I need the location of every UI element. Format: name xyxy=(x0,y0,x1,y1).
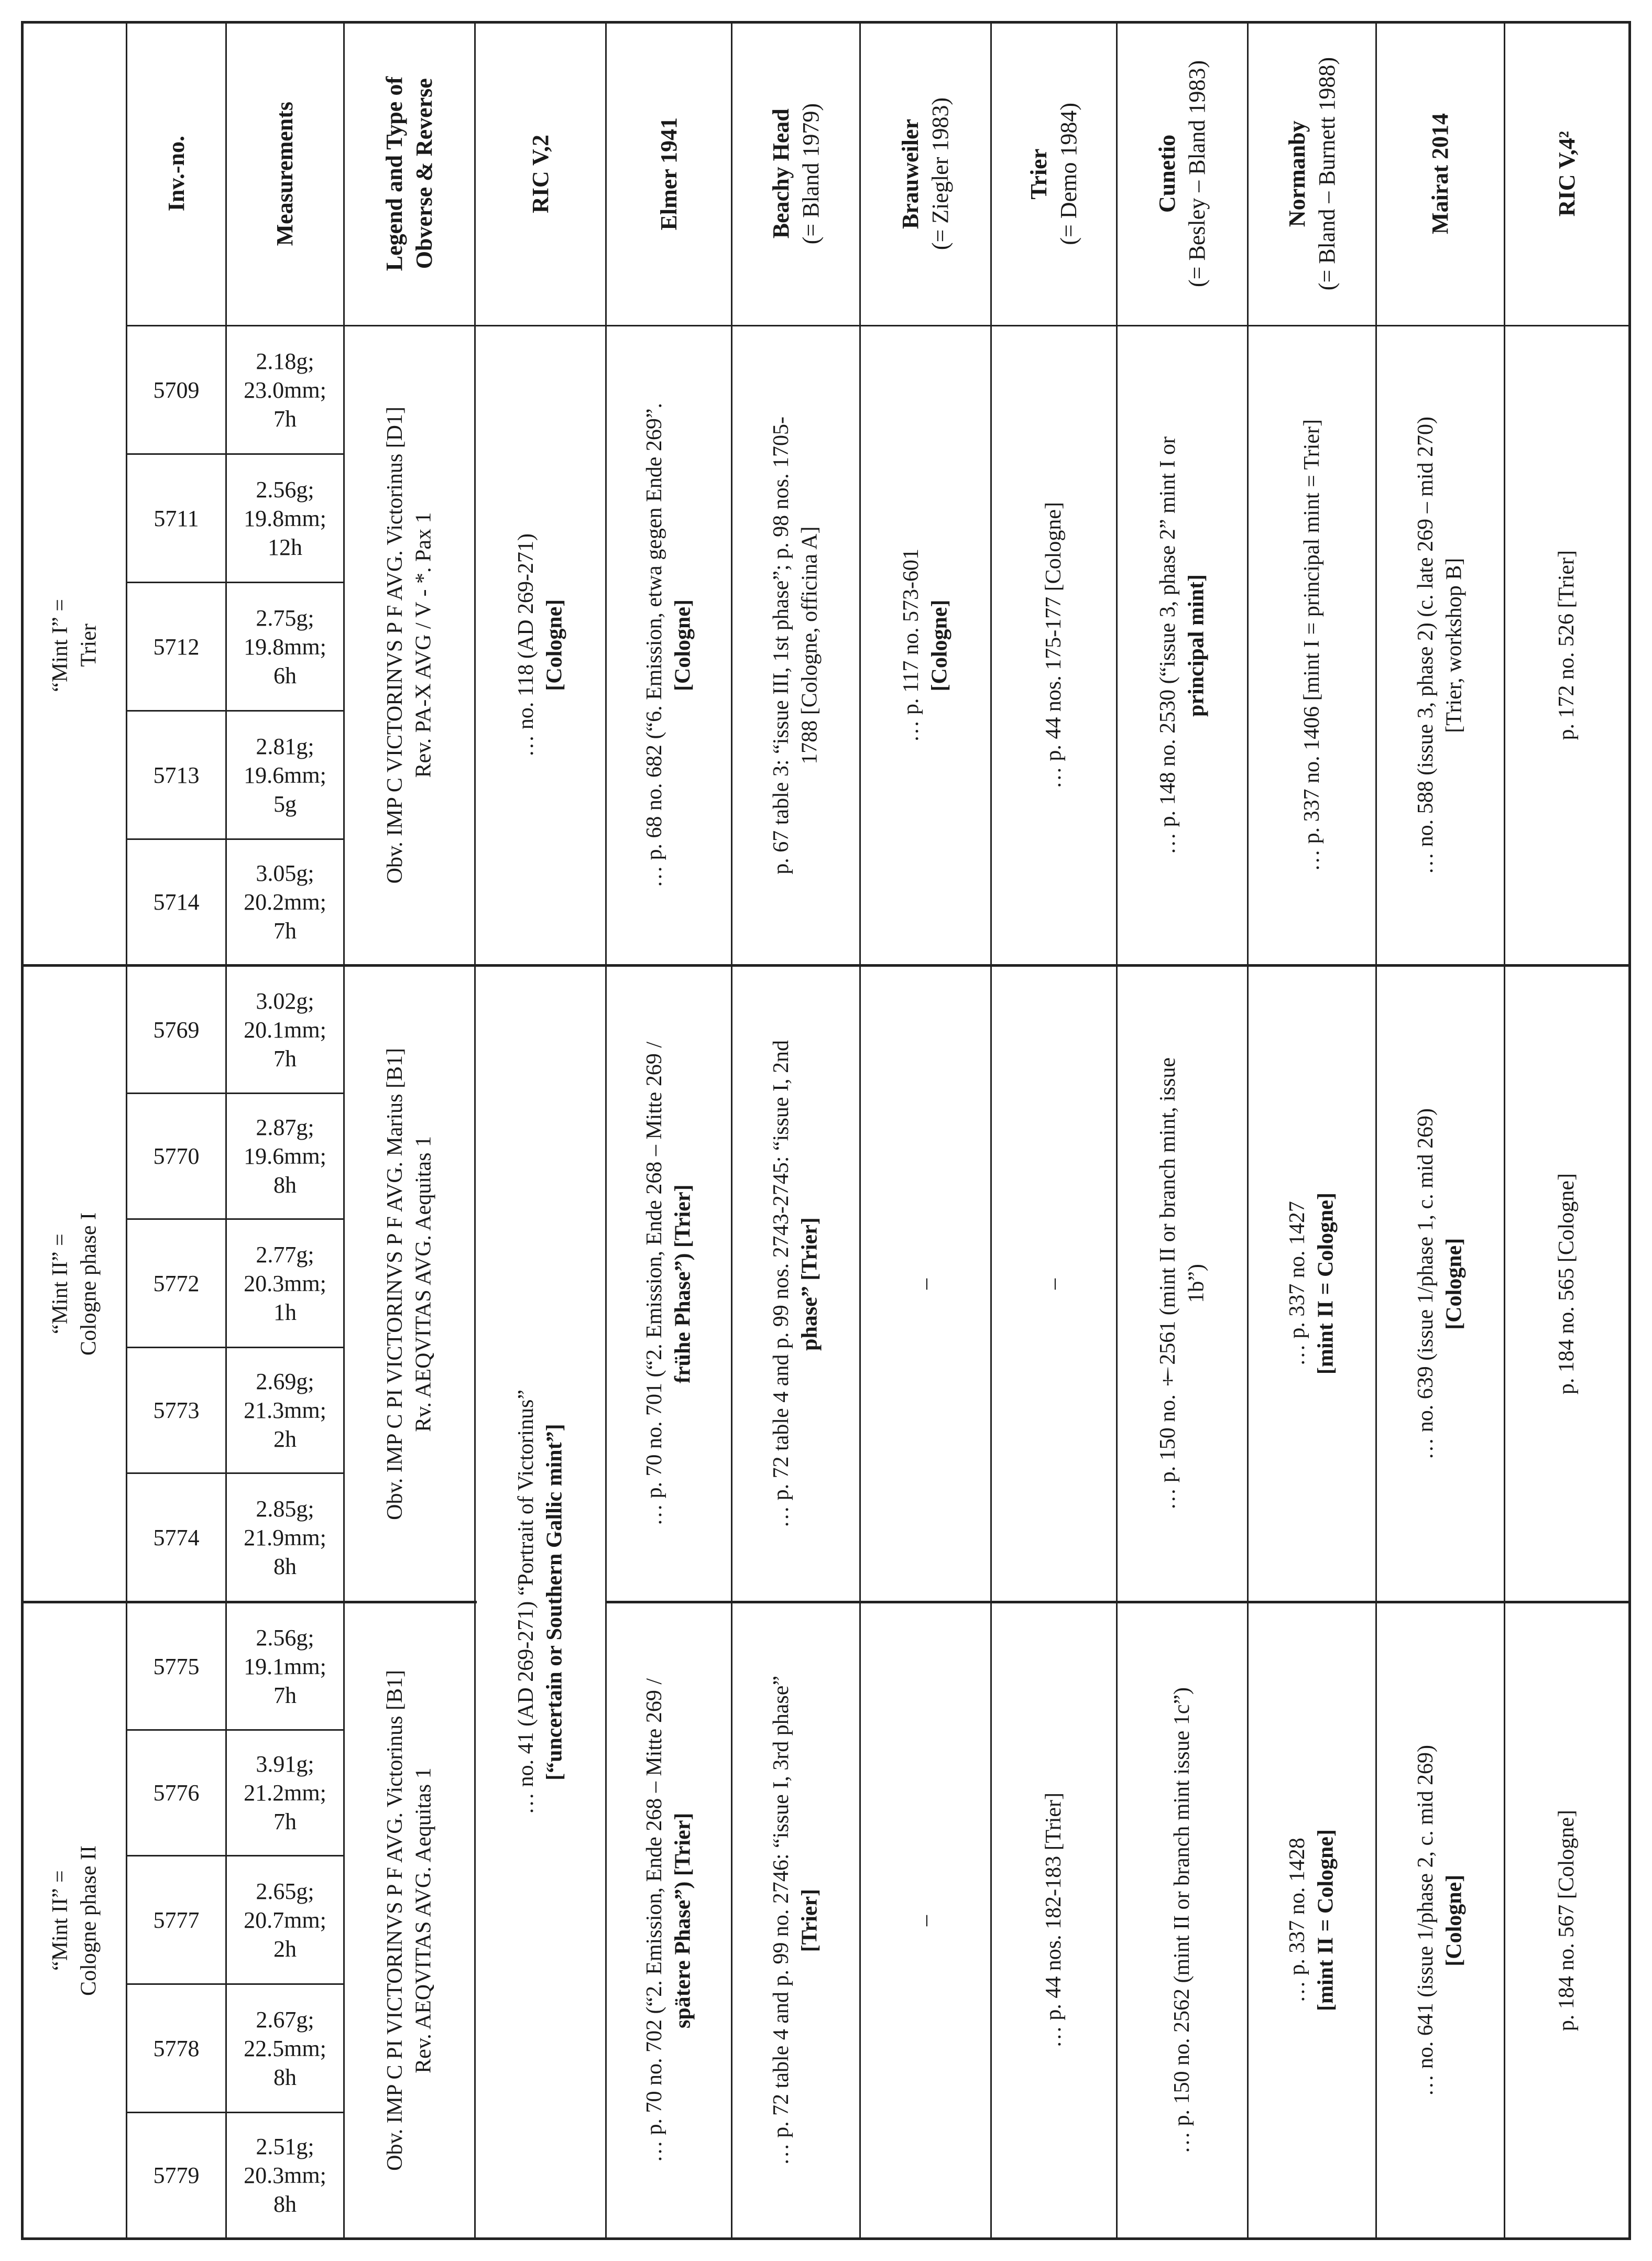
inv-cell: 5713 xyxy=(153,762,200,788)
mairat-cell: … no. 639 (issue 1/phase 1, c. mid 269) [Cologne] xyxy=(1414,1108,1467,1460)
brauweiler-cell: – xyxy=(913,1278,938,1290)
measurement-cell: 2.69g; 21.3mm; 2h xyxy=(244,1369,326,1452)
inv-cell: 5712 xyxy=(153,633,200,660)
measurement-cell: 2.81g; 19.6mm; 5g xyxy=(244,733,326,817)
beachy-cell: p. 67 table 3: “issue III, 1st phase”; p. 98 nos. 1705- 1788 [Cologne, officina A] xyxy=(769,416,822,875)
inv-cell: 5709 xyxy=(153,377,200,403)
inv-cell: 5776 xyxy=(153,1780,200,1806)
trier-cell: … p. 44 nos. 175-177 [Cologne] xyxy=(1042,501,1066,789)
mairat-cell: … no. 641 (issue 1/phase 2, c. mid 269) [Cologne] xyxy=(1414,1744,1467,2096)
inv-cell: 5714 xyxy=(153,889,200,915)
header-inv: Inv.-no. xyxy=(163,136,189,212)
inv-cell: 5774 xyxy=(153,1524,200,1550)
beachy-cell: … p. 72 table 4 and p. 99 nos. 2743-2745: “issue I, 2nd phase” [Trier] xyxy=(769,1040,822,1528)
inv-cell: 5775 xyxy=(153,1653,200,1679)
normanby-cell: … p. 337 no. 1406 [mint I = principal mint = Trier] xyxy=(1299,419,1324,871)
inv-cell: 5779 xyxy=(153,2162,200,2188)
ric-shared-cell: … no. 41 (AD 269-271) “Portrait of Victorinus” [“uncertain or Southern Gallic mint”] xyxy=(513,1390,567,1815)
header-mairat: Mairat 2014 xyxy=(1427,113,1453,234)
normanby-cell: … p. 337 no. 1427 [mint II = Cologne] xyxy=(1285,1193,1338,1375)
ric-cell: … no. 118 (AD 269-271) [Cologne] xyxy=(513,533,567,757)
header-measurements: Measurements xyxy=(272,101,298,246)
mint-label-3: “Mint II” = Cologne phase II xyxy=(48,1845,101,1996)
inv-cell: 5772 xyxy=(153,1270,200,1296)
inv-cell: 5711 xyxy=(154,505,199,531)
ric42-cell: p. 184 no. 567 [Cologne] xyxy=(1555,1809,1579,2031)
header-brauweiler: Brauweiler (= Ziegler 1983) xyxy=(898,97,954,250)
measurement-cell: 2.87g; 19.6mm; 8h xyxy=(244,1115,326,1198)
measurement-cell: 2.65g; 20.7mm; 2h xyxy=(244,1878,326,1962)
trier-cell: … p. 44 nos. 182-183 [Trier] xyxy=(1042,1793,1066,2048)
cunetio-cell: … p. 150 no. 2562 (mint II or branch mint issue 1c”) xyxy=(1170,1687,1195,2154)
ric42-cell: p. 172 no. 526 [Trier] xyxy=(1555,550,1579,740)
header-ric: RIC V,2 xyxy=(527,134,553,213)
brauweiler-cell: – xyxy=(913,1915,938,1926)
table-border-bottom xyxy=(21,2237,1631,2240)
elmer-cell: … p. 70 no. 701 (“2. Emission, Ende 268 – Mitte 269 / frühe Phase”) [Trier] xyxy=(642,1042,695,1526)
measurement-cell: 3.91g; 21.2mm; 7h xyxy=(244,1751,326,1834)
mairat-cell: … no. 588 (issue 3, phase 2) (c. late 269 – mid 270) [Trier, workshop B] xyxy=(1414,416,1467,875)
measurement-cell: 2.56g; 19.8mm; 12h xyxy=(244,476,326,560)
inv-cell: 5777 xyxy=(153,1907,200,1933)
cunetio-cell: … p. 150 no. †2561 (mint II or branch mint, issue 1b”) xyxy=(1155,1057,1209,1510)
measurement-cell: 2.77g; 20.3mm; 1h xyxy=(244,1241,326,1325)
measurement-cell: 2.51g; 20.3mm; 8h xyxy=(244,2134,326,2217)
header-normanby: Normanby (= Bland – Burnett 1988) xyxy=(1284,57,1340,291)
legend-cell: Obv. IMP C VICTORINVS P F AVG. Victorinus [D1] Rev. PA-X AVG / V - *. Pax 1 xyxy=(382,407,436,884)
measurement-cell: 2.85g; 21.9mm; 8h xyxy=(244,1495,326,1579)
cunetio-cell: … p. 148 no. 2530 (“issue 3, phase 2” mint I or principal mint] xyxy=(1155,436,1209,855)
inv-cell: 5778 xyxy=(153,2035,200,2061)
beachy-cell: … p. 72 table 4 and p. 99 no. 2746: “issue I, 3rd phase” [Trier] xyxy=(769,1675,822,2166)
brauweiler-cell: … p. 117 no. 573-601 [Cologne] xyxy=(899,548,952,742)
measurement-cell: 3.05g; 20.2mm; 7h xyxy=(244,860,326,944)
normanby-cell: … p. 337 no. 1428 [mint II = Cologne] xyxy=(1285,1829,1338,2012)
measurement-cell: 2.75g; 19.8mm; 6h xyxy=(244,605,326,689)
inv-cell: 5773 xyxy=(153,1397,200,1423)
header-beachy: Beachy Head (= Bland 1979) xyxy=(768,103,824,245)
trier-cell: – xyxy=(1042,1278,1066,1290)
measurement-cell: 2.56g; 19.1mm; 7h xyxy=(244,1624,326,1708)
legend-cell: Obv. IMP C PI VICTORINVS P F AVG. Victorinus [B1] Rev. AEQVITAS AVG. Aequitas 1 xyxy=(382,1670,436,2171)
header-cunetio: Cunetio (= Besley – Bland 1983) xyxy=(1154,60,1210,287)
elmer-cell: … p. 70 no. 702 (“2. Emission, Ende 268 – Mitte 269 / spätere Phase”) [Trier] xyxy=(642,1678,695,2162)
mint-label-2: “Mint II” = Cologne phase I xyxy=(48,1212,101,1356)
header-trier: Trier (= Demo 1984) xyxy=(1026,102,1082,245)
inv-cell: 5769 xyxy=(153,1017,200,1043)
ric42-cell: p. 184 no. 565 [Cologne] xyxy=(1555,1173,1579,1395)
inv-cell: 5770 xyxy=(153,1143,200,1169)
mint-label-1: “Mint I” = Trier xyxy=(48,598,101,692)
legend-cell: Obv. IMP C PI VICTORINVS P F AVG. Marius [B1] Rv. AEQVITAS AVG. Aequitas 1 xyxy=(382,1047,436,1520)
measurement-cell: 3.02g; 20.1mm; 7h xyxy=(244,988,326,1072)
header-elmer: Elmer 1941 xyxy=(655,117,682,231)
header-legend: Legend and Type of Obverse & Reverse xyxy=(381,76,437,271)
measurement-cell: 2.67g; 22.5mm; 8h xyxy=(244,2006,326,2090)
elmer-cell: … p. 68 no. 682 (“6. Emission, etwa gegen Ende 269”. [Cologne] xyxy=(642,403,695,888)
measurement-cell: 2.18g; 23.0mm; 7h xyxy=(244,348,326,432)
table-border-right xyxy=(1628,21,1631,2240)
header-ric42: RIC V,4² xyxy=(1553,130,1580,217)
